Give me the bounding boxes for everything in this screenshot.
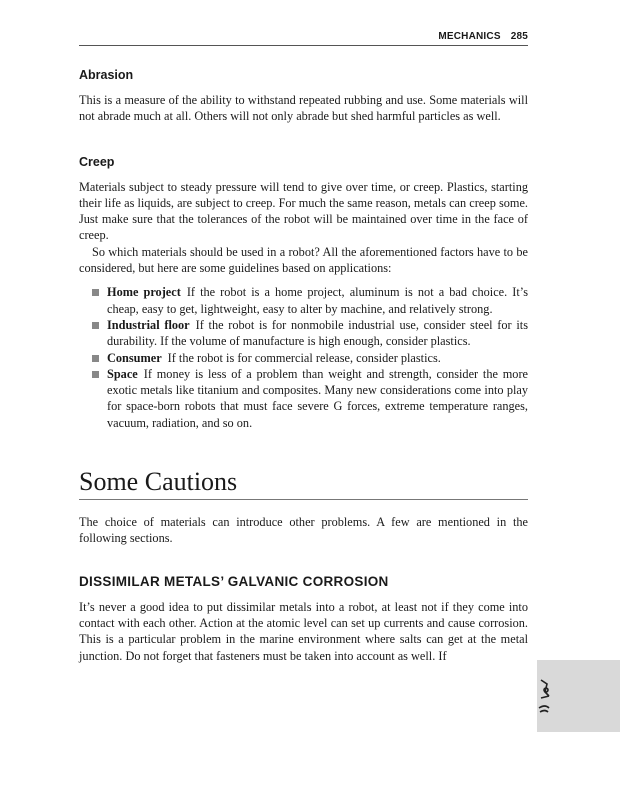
creep-paragraph: Materials subject to steady pressure will tend to give over time, or creep. Plastics, starting their life as liquids, are subject to creep. For much the same reason, metals can creep some. Just make sure that the tolerances of the robot will be maintained over time in the face of creep. xyxy=(79,179,528,243)
some-cautions-heading: Some Cautions xyxy=(79,467,528,500)
bullet-square-icon xyxy=(92,322,99,329)
application-guidelines-list xyxy=(79,284,528,431)
bullet-text: If money is less of a problem than weight and strength, consider the more exotic metals like titanium and composites. Many new considerations come into play for space-born robots that must face severe G forces, extreme temperature ranges, vacuum, radiation, and so on. xyxy=(107,366,528,430)
bullet-term: Consumer xyxy=(107,350,162,365)
list-item xyxy=(92,284,528,317)
galvanic-paragraph: It’s never a good idea to put dissimilar metals into a robot, at least not if they come into contact with each other. Action at the atomic level can set up currents and cause corrosion. This is a particular problem in the marine environment where salts can get at the metal junction. Do not forget that fasteners must be taken into account as well. If xyxy=(79,599,528,663)
bullet-square-icon xyxy=(92,289,99,296)
page-content xyxy=(79,58,528,664)
galvanic-corrosion-heading: DISSIMILAR METALS’ GALVANIC CORROSION xyxy=(79,573,389,589)
bullet-term: Space xyxy=(107,366,138,381)
creep-heading: Creep xyxy=(79,154,115,169)
list-item xyxy=(92,366,528,431)
page-number: 285 xyxy=(510,31,528,42)
list-item xyxy=(92,350,528,366)
robot-arm-icon xyxy=(537,678,567,718)
bullet-square-icon xyxy=(92,355,99,362)
running-header xyxy=(79,31,528,46)
bullet-term: Industrial floor xyxy=(107,317,190,332)
list-item xyxy=(92,317,528,350)
header-section: MECHANICS xyxy=(438,31,501,42)
chapter-thumb-tab xyxy=(537,660,620,732)
cautions-paragraph: The choice of materials can introduce other problems. A few are mentioned in the following sections. xyxy=(79,515,528,546)
bullet-text: If the robot is for commercial release, consider plastics. xyxy=(167,350,441,365)
bullet-term: Home project xyxy=(107,285,181,300)
abrasion-paragraph: This is a measure of the ability to withstand repeated rubbing and use. Some materials will not abrade much at all. Others will not only abrade but shed harmful particles as well. xyxy=(79,93,528,124)
materials-guidelines-paragraph: So which materials should be used in a robot? All the aforementioned factors have to be considered, but here are some guidelines based on applications: xyxy=(79,244,528,276)
bullet-text: If the robot is a home project, aluminum is not a bad choice. It’s cheap, easy to get, lightweight, easy to alter by machine, and relatively strong. xyxy=(107,285,528,316)
bullet-text: If the robot is for nonmobile industrial use, consider steel for its durability. If the volume of manufacture is high enough, consider plastics. xyxy=(107,317,528,349)
bullet-square-icon xyxy=(92,371,99,378)
abrasion-heading: Abrasion xyxy=(79,68,134,82)
